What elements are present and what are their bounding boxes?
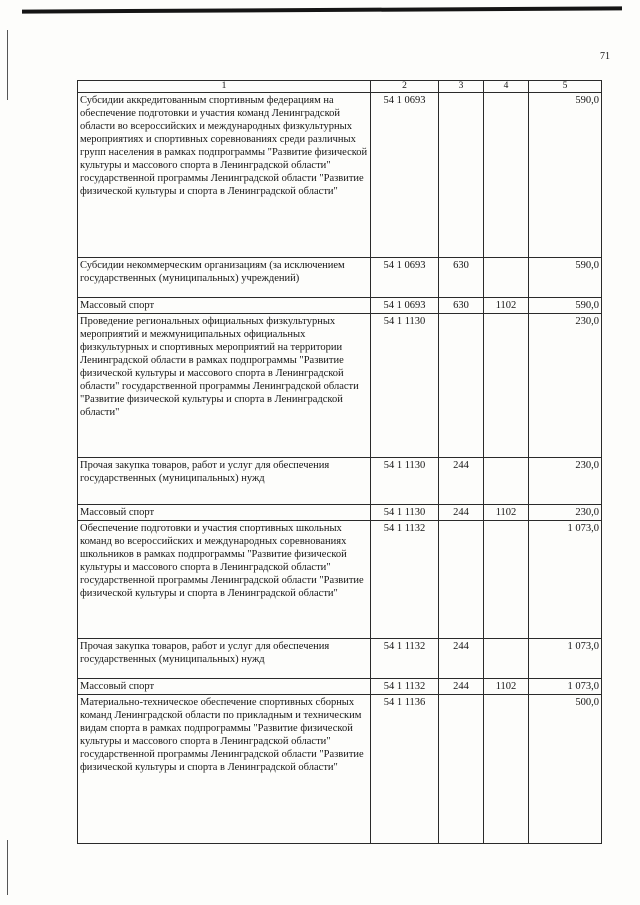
row-amount: 590,0 <box>529 258 602 298</box>
page-number: 71 <box>600 51 610 62</box>
table-row <box>78 639 602 679</box>
table-row <box>78 458 602 505</box>
margin-line <box>7 840 8 895</box>
table-row <box>78 521 602 639</box>
row-code: 54 1 0693 <box>371 258 439 298</box>
row-code: 54 1 1130 <box>371 314 439 458</box>
row-col3 <box>439 93 484 258</box>
table-row <box>78 695 602 844</box>
row-code: 54 1 1132 <box>371 521 439 639</box>
row-name: Обеспечение подготовки и участия спортивных школьных команд во всероссийских и международных соревнованиях школьников в рамках подпрограммы "Развитие физической культуры и массового спорта в Ленинградской области" государственной программы Ленинградской области "Развитие физической культуры и спорта в Ленинградской области" <box>78 521 371 639</box>
header-cell: 2 <box>371 81 439 93</box>
table-row <box>78 298 602 314</box>
row-name: Материально-техническое обеспечение спортивных сборных команд Ленинградской области по прикладным и техническим видам спорта в рамках подпрограммы "Развитие физической культуры и массового спорта в Ленинградской области" государственной программы Ленинградской области "Развитие физической культуры и спорта в Ленинградской области" <box>78 695 371 844</box>
row-col3 <box>439 695 484 844</box>
header-cell: 5 <box>529 81 602 93</box>
row-col4 <box>484 314 529 458</box>
row-name: Субсидии некоммерческим организациям (за исключением государственных (муниципальных) учреждений) <box>78 258 371 298</box>
row-col3: 630 <box>439 298 484 314</box>
row-name: Массовый спорт <box>78 298 371 314</box>
row-name: Прочая закупка товаров, работ и услуг для обеспечения государственных (муниципальных) нужд <box>78 639 371 679</box>
row-col3: 244 <box>439 639 484 679</box>
row-name: Массовый спорт <box>78 679 371 695</box>
row-amount: 1 073,0 <box>529 521 602 639</box>
scan-edge-bar <box>22 6 622 13</box>
row-col4 <box>484 93 529 258</box>
header-cell: 3 <box>439 81 484 93</box>
row-amount: 1 073,0 <box>529 679 602 695</box>
row-amount: 230,0 <box>529 314 602 458</box>
row-col3 <box>439 521 484 639</box>
row-code: 54 1 0693 <box>371 93 439 258</box>
row-amount: 590,0 <box>529 298 602 314</box>
row-code: 54 1 1130 <box>371 505 439 521</box>
row-name: Субсидии аккредитованным спортивным федерациям на обеспечение подготовки и участия команд Ленинградской области во всероссийских и международных физкультурных мероприятиях и спортивных соревнованиях среди различных групп населения в рамках подпрограммы "Развитие физической культуры и массового спорта в Ленинградской области" государственной программы Ленинградской области "Развитие физической культуры и спорта в Ленинградской области" <box>78 93 371 258</box>
table-row <box>78 93 602 258</box>
row-name: Прочая закупка товаров, работ и услуг для обеспечения государственных (муниципальных) нужд <box>78 458 371 505</box>
row-code: 54 1 1136 <box>371 695 439 844</box>
row-col4 <box>484 458 529 505</box>
row-col4 <box>484 258 529 298</box>
row-col4 <box>484 695 529 844</box>
table-row <box>78 258 602 298</box>
row-code: 54 1 0693 <box>371 298 439 314</box>
row-col4: 1102 <box>484 505 529 521</box>
row-code: 54 1 1132 <box>371 639 439 679</box>
row-amount: 230,0 <box>529 458 602 505</box>
row-col4 <box>484 521 529 639</box>
row-amount: 500,0 <box>529 695 602 844</box>
row-col3 <box>439 314 484 458</box>
row-col4: 1102 <box>484 679 529 695</box>
row-amount: 590,0 <box>529 93 602 258</box>
row-col3: 630 <box>439 258 484 298</box>
row-code: 54 1 1130 <box>371 458 439 505</box>
table-row <box>78 679 602 695</box>
margin-line <box>7 30 8 100</box>
budget-table <box>77 80 602 844</box>
table-row <box>78 505 602 521</box>
row-code: 54 1 1132 <box>371 679 439 695</box>
header-cell: 4 <box>484 81 529 93</box>
table-row <box>78 314 602 458</box>
row-col3: 244 <box>439 458 484 505</box>
row-name: Массовый спорт <box>78 505 371 521</box>
row-name: Проведение региональных официальных физкультурных мероприятий и межмуниципальных официальных физкультурных и спортивных мероприятий на территории Ленинградской области в рамках подпрограммы "Развитие физической культуры и массового спорта в Ленинградской области" государственной программы Ленинградской области "Развитие физической культуры и спорта в Ленинградской области" <box>78 314 371 458</box>
row-amount: 230,0 <box>529 505 602 521</box>
table-header-row <box>78 81 602 93</box>
row-col3: 244 <box>439 505 484 521</box>
row-col3: 244 <box>439 679 484 695</box>
row-amount: 1 073,0 <box>529 639 602 679</box>
row-col4 <box>484 639 529 679</box>
row-col4: 1102 <box>484 298 529 314</box>
header-cell: 1 <box>78 81 371 93</box>
